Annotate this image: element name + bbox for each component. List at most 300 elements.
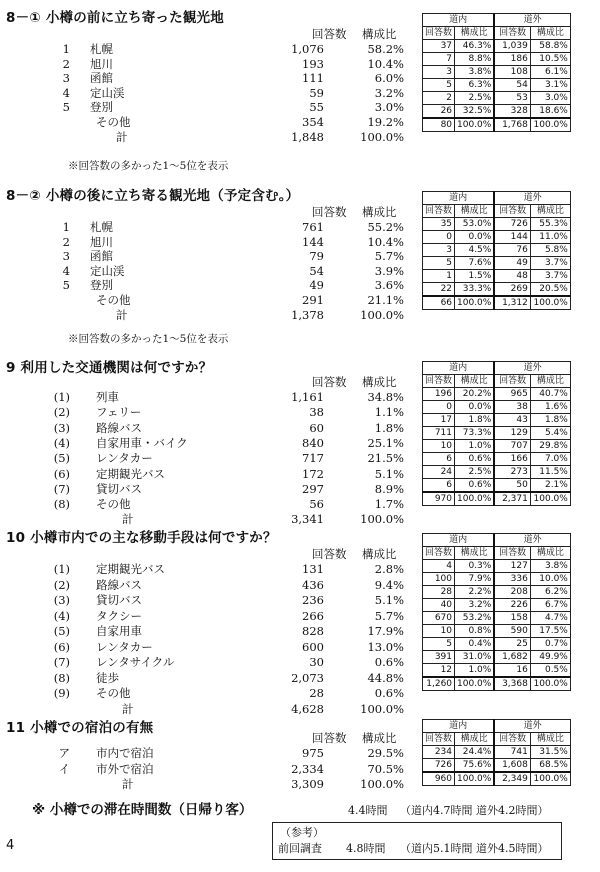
row-ratio: 19.2% [367,115,404,129]
overseas-count: 1,608 [494,759,530,773]
overseas-ratio: 2.1% [530,479,570,493]
domestic-count: 234 [423,746,455,759]
table-row [0,671,420,685]
row-label: 計 [116,129,128,144]
table-row [0,42,420,56]
overseas-ratio: 40.7% [530,388,570,401]
row-label: 自家用車・バイク [96,435,188,450]
overseas-ratio: 3.0% [530,92,570,105]
row-number: 2 [62,56,70,71]
footnote: ※回答数の多かった1～5位を表示 [68,333,229,345]
row-label: レンタカー [96,639,153,654]
row-number: 5 [62,100,70,115]
row-label: 路線バス [96,420,142,435]
table-row [0,482,420,496]
row-count: 79 [309,249,324,264]
row-label: 旭川 [90,234,113,249]
overseas-ratio: 11.5% [530,466,570,479]
row-number: 1 [62,220,70,234]
row-number: (9) [53,686,70,700]
overseas-count: 2,371 [494,492,530,506]
table-row [0,655,420,669]
breakdown-row [423,118,571,132]
row-ratio: 6.0% [374,71,404,86]
domestic-ratio: 7.9% [455,573,495,586]
row-ratio: 9.4% [374,577,404,592]
overseas-count: 16 [494,664,530,678]
domestic-count: 37 [423,40,455,53]
row-number: (7) [53,655,70,669]
table-row [0,130,420,144]
table-row [0,235,420,249]
count-header: 回答数 [423,733,455,746]
overseas-count: 269 [494,283,530,297]
ratio-column-header: 構成比 [362,547,397,561]
domestic-ratio: 75.6% [455,759,495,773]
overseas-ratio: 11.0% [530,231,570,244]
domestic-count: 5 [423,257,455,270]
ratio-header: 構成比 [530,375,570,388]
table-row [0,512,420,526]
domestic-count: 26 [423,105,455,119]
overseas-count: 144 [494,231,530,244]
stay-title: ※ 小樽での滞在時間数（日帰り客） [32,802,253,818]
row-count: 840 [302,435,324,450]
domestic-count: 3 [423,244,455,257]
row-count: 236 [302,593,324,607]
breakdown-row [423,388,571,401]
domestic-header: 道内 [423,192,495,205]
ratio-header: 構成比 [530,27,570,40]
count-column-header: 回答数 [312,27,347,41]
row-count: 266 [302,608,324,623]
domestic-count: 17 [423,414,455,427]
overseas-ratio: 0.7% [530,638,570,651]
overseas-ratio: 68.5% [530,759,570,773]
count-header: 回答数 [494,733,530,746]
row-number: (2) [53,577,70,592]
domestic-count: 35 [423,218,455,231]
page-number: 4 [6,838,15,853]
domestic-ratio: 0.8% [455,625,495,638]
row-count: 436 [302,577,324,592]
row-label: 函館 [90,249,113,264]
row-ratio: 3.9% [374,263,404,278]
row-count: 600 [302,639,324,654]
breakdown-row [423,440,571,453]
row-ratio: 58.2% [367,42,404,56]
row-label: 計 [122,777,134,791]
overseas-count: 1,039 [494,40,530,53]
table-row [0,562,420,576]
row-number: (4) [53,608,70,623]
table-row [0,100,420,114]
domestic-ratio: 100.0% [455,296,495,310]
overseas-ratio: 3.7% [530,257,570,270]
domestic-ratio: 1.8% [455,414,495,427]
domestic-count: 40 [423,599,455,612]
breakdown-row [423,479,571,493]
domestic-count: 2 [423,92,455,105]
domestic-ratio: 6.3% [455,79,495,92]
row-label: 貸切バス [96,593,142,607]
breakdown-row [423,586,571,599]
table-row [0,746,420,760]
domestic-count: 6 [423,453,455,466]
row-label: 定期観光バス [96,562,165,576]
row-label: その他 [96,497,131,512]
row-ratio: 70.5% [367,761,404,776]
row-label: その他 [96,686,131,700]
overseas-ratio: 3.8% [530,560,570,573]
row-ratio: 5.7% [374,249,404,264]
table-row [0,578,420,592]
overseas-count: 76 [494,244,530,257]
domestic-count: 80 [423,118,455,132]
overseas-ratio: 5.8% [530,244,570,257]
overseas-ratio: 6.1% [530,66,570,79]
domestic-count: 3 [423,66,455,79]
domestic-header: 道内 [423,362,495,375]
row-ratio: 55.2% [367,220,404,234]
row-number: (1) [53,562,70,576]
row-number: 1 [62,42,70,56]
overseas-ratio: 5.4% [530,427,570,440]
row-label: その他 [96,293,131,307]
overseas-count: 108 [494,66,530,79]
breakdown-row [423,466,571,479]
count-header: 回答数 [494,27,530,40]
row-ratio: 100.0% [360,777,404,791]
row-count: 717 [302,451,324,466]
row-count: 3,309 [291,777,324,791]
row-ratio: 5.1% [374,593,404,607]
row-count: 297 [302,481,324,496]
overseas-count: 226 [494,599,530,612]
domestic-count: 1,260 [423,677,455,691]
stay-value: 4.4時間 [348,804,388,817]
breakdown-row [423,92,571,105]
overseas-count: 726 [494,218,530,231]
row-count: 59 [309,85,324,100]
row-count: 3,341 [291,512,324,527]
breakdown-row [423,401,571,414]
overseas-ratio: 100.0% [530,772,570,786]
row-count: 172 [302,466,324,481]
breakdown-row [423,244,571,257]
ratio-header: 構成比 [530,547,570,560]
table-row [0,593,420,607]
row-label: 計 [122,512,134,527]
breakdown-row [423,612,571,625]
domestic-ratio: 1.5% [455,270,495,283]
row-label: フェリー [96,405,142,420]
count-column-header: 回答数 [312,205,347,219]
overseas-count: 166 [494,453,530,466]
row-label: 徒歩 [96,670,119,685]
table-row [0,762,420,776]
domestic-count: 4 [423,560,455,573]
domestic-ratio: 1.0% [455,664,495,678]
domestic-count: 22 [423,283,455,297]
table-row [0,702,420,716]
breakdown-table [422,13,571,132]
overseas-count: 25 [494,638,530,651]
overseas-ratio: 7.0% [530,453,570,466]
breakdown-row [423,664,571,678]
count-column-header: 回答数 [312,375,347,389]
ratio-header: 構成比 [455,547,495,560]
domestic-ratio: 2.2% [455,586,495,599]
breakdown-row [423,79,571,92]
domestic-ratio: 3.2% [455,599,495,612]
ratio-column-header: 構成比 [362,205,397,219]
reference-value: 4.8時間 [346,842,386,855]
domestic-count: 726 [423,759,455,773]
overseas-ratio: 3.1% [530,79,570,92]
row-ratio: 17.9% [367,624,404,638]
row-ratio: 3.0% [374,100,404,115]
table-row [0,71,420,85]
overseas-count: 590 [494,625,530,638]
row-number: イ [58,761,70,776]
row-count: 291 [302,293,324,307]
row-count: 1,161 [291,390,324,404]
row-label: 市内で宿泊 [96,746,154,760]
row-count: 828 [302,624,324,638]
overseas-count: 50 [494,479,530,493]
reference-prev-survey: 前回調査 [278,842,322,855]
overseas-count: 54 [494,79,530,92]
table-row [0,278,420,292]
table-row [0,467,420,481]
domestic-ratio: 53.0% [455,218,495,231]
row-ratio: 100.0% [360,701,404,716]
row-label: 定山渓 [90,263,125,278]
row-number: (4) [53,435,70,450]
row-number: 3 [62,71,70,86]
domestic-ratio: 2.5% [455,466,495,479]
breakdown-row [423,746,571,759]
row-label: タクシー [96,608,142,623]
row-label: 札幌 [90,220,113,234]
overseas-count: 53 [494,92,530,105]
overseas-ratio: 100.0% [530,118,570,132]
row-count: 111 [302,71,324,86]
overseas-count: 965 [494,388,530,401]
breakdown-row [423,599,571,612]
domestic-ratio: 8.8% [455,53,495,66]
section-title: 9 利用した交通機関は何ですか？ [6,360,213,376]
overseas-count: 1,312 [494,296,530,310]
footnote: ※回答数の多かった1～5位を表示 [68,160,229,172]
overseas-count: 38 [494,401,530,414]
row-count: 761 [302,220,324,234]
overseas-count: 48 [494,270,530,283]
overseas-count: 127 [494,560,530,573]
breakdown-row [423,492,571,506]
breakdown-row [423,40,571,53]
domestic-ratio: 46.3% [455,40,495,53]
row-ratio: 5.7% [374,608,404,623]
overseas-ratio: 3.7% [530,270,570,283]
reference-label: （参考） [280,826,324,839]
overseas-header: 道外 [494,14,570,27]
table-row [0,264,420,278]
row-count: 49 [309,278,324,293]
breakdown-table [422,719,571,786]
row-number: ア [58,746,70,760]
overseas-ratio: 1.8% [530,414,570,427]
table-row [0,249,420,263]
count-column-header: 回答数 [312,547,347,561]
row-count: 38 [309,405,324,420]
row-ratio: 1.7% [374,497,404,512]
table-row [0,640,420,654]
row-label: その他 [96,115,131,129]
table-row [0,777,420,791]
breakdown-row [423,759,571,773]
breakdown-row [423,638,571,651]
domestic-count: 28 [423,586,455,599]
overseas-ratio: 6.2% [530,586,570,599]
domestic-count: 5 [423,79,455,92]
row-count: 193 [302,56,324,71]
count-header: 回答数 [423,27,455,40]
overseas-ratio: 49.9% [530,651,570,664]
domestic-ratio: 0.6% [455,453,495,466]
row-count: 28 [309,686,324,700]
breakdown-table [422,533,571,691]
row-number: 5 [62,278,70,293]
row-count: 1,378 [291,307,324,322]
table-row [0,308,420,322]
row-ratio: 1.1% [374,405,404,420]
domestic-count: 5 [423,638,455,651]
overseas-ratio: 6.7% [530,599,570,612]
overseas-count: 741 [494,746,530,759]
domestic-ratio: 0.0% [455,401,495,414]
domestic-ratio: 0.0% [455,231,495,244]
row-label: 定期観光バス [96,466,165,481]
breakdown-row [423,560,571,573]
row-number: 4 [62,263,70,278]
count-header: 回答数 [423,547,455,560]
table-row [0,390,420,404]
overseas-header: 道外 [494,192,570,205]
overseas-count: 158 [494,612,530,625]
domestic-ratio: 0.6% [455,479,495,493]
row-ratio: 44.8% [367,670,404,685]
domestic-count: 1 [423,270,455,283]
row-label: 市外で宿泊 [96,761,154,776]
row-label: 札幌 [90,42,113,56]
row-label: レンタサイクル [96,655,175,669]
row-label: 計 [122,701,134,716]
ratio-column-header: 構成比 [362,27,397,41]
overseas-ratio: 10.0% [530,573,570,586]
ratio-header: 構成比 [455,205,495,218]
domestic-count: 711 [423,427,455,440]
table-row [0,86,420,100]
row-number: (8) [53,670,70,685]
domestic-header: 道内 [423,720,495,733]
row-label: 登別 [90,100,113,115]
count-header: 回答数 [423,375,455,388]
breakdown-table [422,361,571,506]
domestic-ratio: 31.0% [455,651,495,664]
row-count: 354 [302,115,324,129]
row-count: 4,628 [291,701,324,716]
table-row [0,686,420,700]
breakdown-row [423,257,571,270]
row-ratio: 2.8% [374,562,404,576]
ratio-header: 構成比 [530,205,570,218]
row-label: 計 [116,307,128,322]
section-title: 10 小樽市内での主な移動手段は何ですか？ [6,530,277,546]
breakdown-row [423,53,571,66]
domestic-ratio: 100.0% [455,772,495,786]
ratio-header: 構成比 [455,375,495,388]
row-label: 旭川 [90,56,113,71]
table-row [0,293,420,307]
table-row [0,436,420,450]
row-label: レンタカー [96,451,153,466]
overseas-count: 2,349 [494,772,530,786]
breakdown-row [423,651,571,664]
breakdown-row [423,218,571,231]
table-row [0,609,420,623]
domestic-ratio: 100.0% [455,677,495,691]
row-label: 路線バス [96,577,142,592]
row-number: (3) [53,593,70,607]
row-count: 2,073 [291,670,324,685]
row-count: 975 [302,746,324,760]
breakdown-table [422,191,571,310]
reference-detail: （道内5.1時間 道外4.5時間） [400,842,549,855]
overseas-ratio: 58.8% [530,40,570,53]
row-label: 貸切バス [96,481,142,496]
domestic-ratio: 53.2% [455,612,495,625]
domestic-header: 道内 [423,534,495,547]
overseas-ratio: 20.5% [530,283,570,297]
domestic-count: 196 [423,388,455,401]
row-number: (8) [53,497,70,512]
overseas-header: 道外 [494,720,570,733]
ratio-column-header: 構成比 [362,375,397,389]
row-label: 函館 [90,71,113,86]
row-ratio: 3.6% [374,278,404,293]
domestic-ratio: 100.0% [455,118,495,132]
overseas-ratio: 100.0% [530,492,570,506]
row-ratio: 100.0% [360,307,404,322]
domestic-ratio: 100.0% [455,492,495,506]
row-label: 登別 [90,278,113,293]
row-count: 60 [309,420,324,435]
domestic-count: 391 [423,651,455,664]
domestic-ratio: 3.8% [455,66,495,79]
row-number: (6) [53,466,70,481]
domestic-ratio: 20.2% [455,388,495,401]
domestic-count: 0 [423,401,455,414]
domestic-ratio: 73.3% [455,427,495,440]
overseas-header: 道外 [494,362,570,375]
domestic-count: 0 [423,231,455,244]
row-number: (7) [53,481,70,496]
domestic-ratio: 32.5% [455,105,495,119]
row-ratio: 10.4% [367,234,404,249]
overseas-count: 1,768 [494,118,530,132]
